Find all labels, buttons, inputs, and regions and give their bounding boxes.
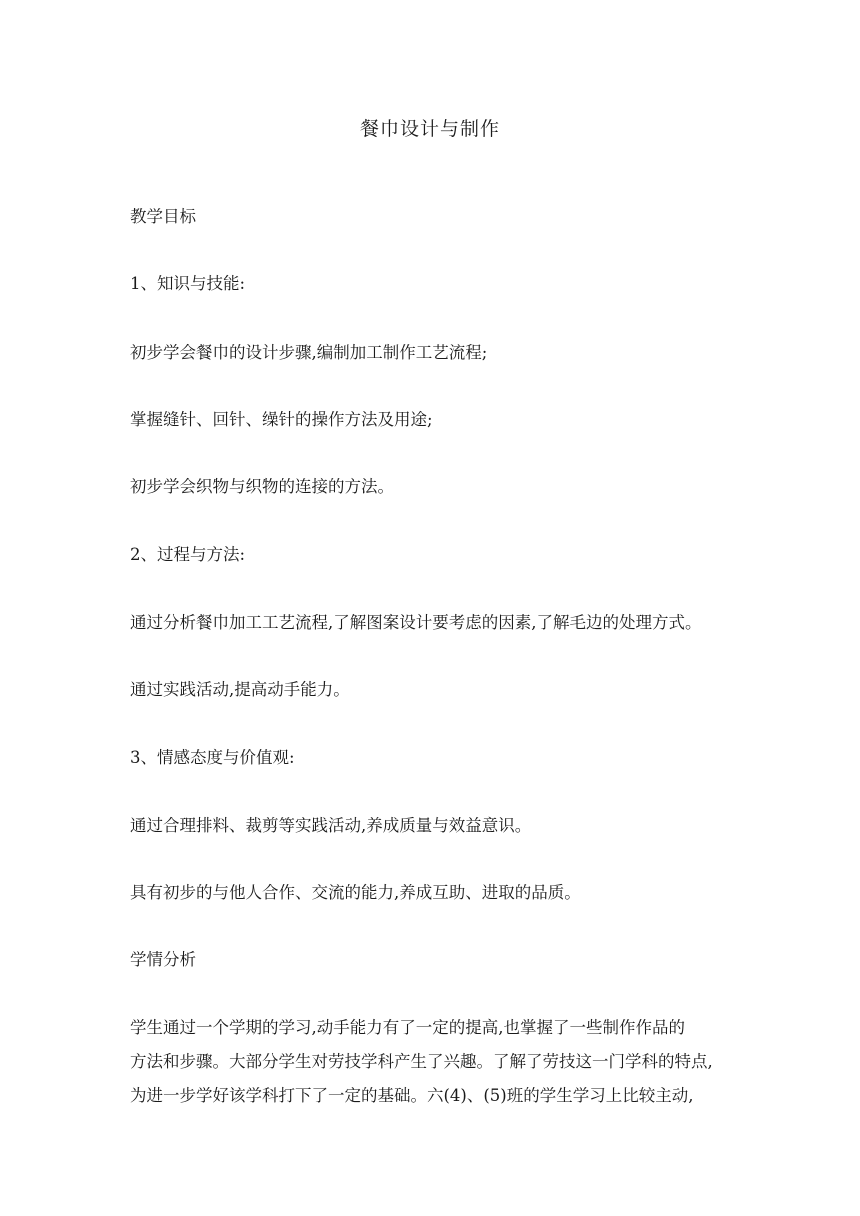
paragraph-line: 学生通过一个学期的学习,动手能力有了一定的提高,也掌握了一些制作作品的 <box>130 1018 685 1037</box>
text-line: 通过分析餐巾加工工艺流程,了解图案设计要考虑的因素,了解毛边的处理方式。 <box>130 613 702 632</box>
section-heading-teaching-goals: 教学目标 <box>130 207 196 226</box>
text-line: 具有初步的与他人合作、交流的能力,养成互助、进取的品质。 <box>130 883 581 902</box>
section-heading-student-analysis: 学情分析 <box>130 950 196 969</box>
subheading-emotion-values: 3、情感态度与价值观: <box>130 748 295 767</box>
text-line: 通过合理排料、裁剪等实践活动,养成质量与效益意识。 <box>130 816 532 835</box>
subheading-process-method: 2、过程与方法: <box>130 545 246 564</box>
paragraph-line: 方法和步骤。大部分学生对劳技学科产生了兴趣。了解了劳技这一门学科的特点, <box>130 1052 713 1071</box>
text-line: 掌握缝针、回针、缲针的操作方法及用途; <box>130 410 433 429</box>
paragraph-line: 为进一步学好该学科打下了一定的基础。六(4)、(5)班的学生学习上比较主动, <box>130 1086 694 1105</box>
subheading-knowledge-skills: 1、知识与技能: <box>130 274 246 293</box>
text-line: 初步学会织物与织物的连接的方法。 <box>130 477 394 496</box>
text-line: 初步学会餐巾的设计步骤,编制加工制作工艺流程; <box>130 343 488 362</box>
document-title: 餐巾设计与制作 <box>359 118 500 140</box>
text-line: 通过实践活动,提高动手能力。 <box>130 680 350 699</box>
